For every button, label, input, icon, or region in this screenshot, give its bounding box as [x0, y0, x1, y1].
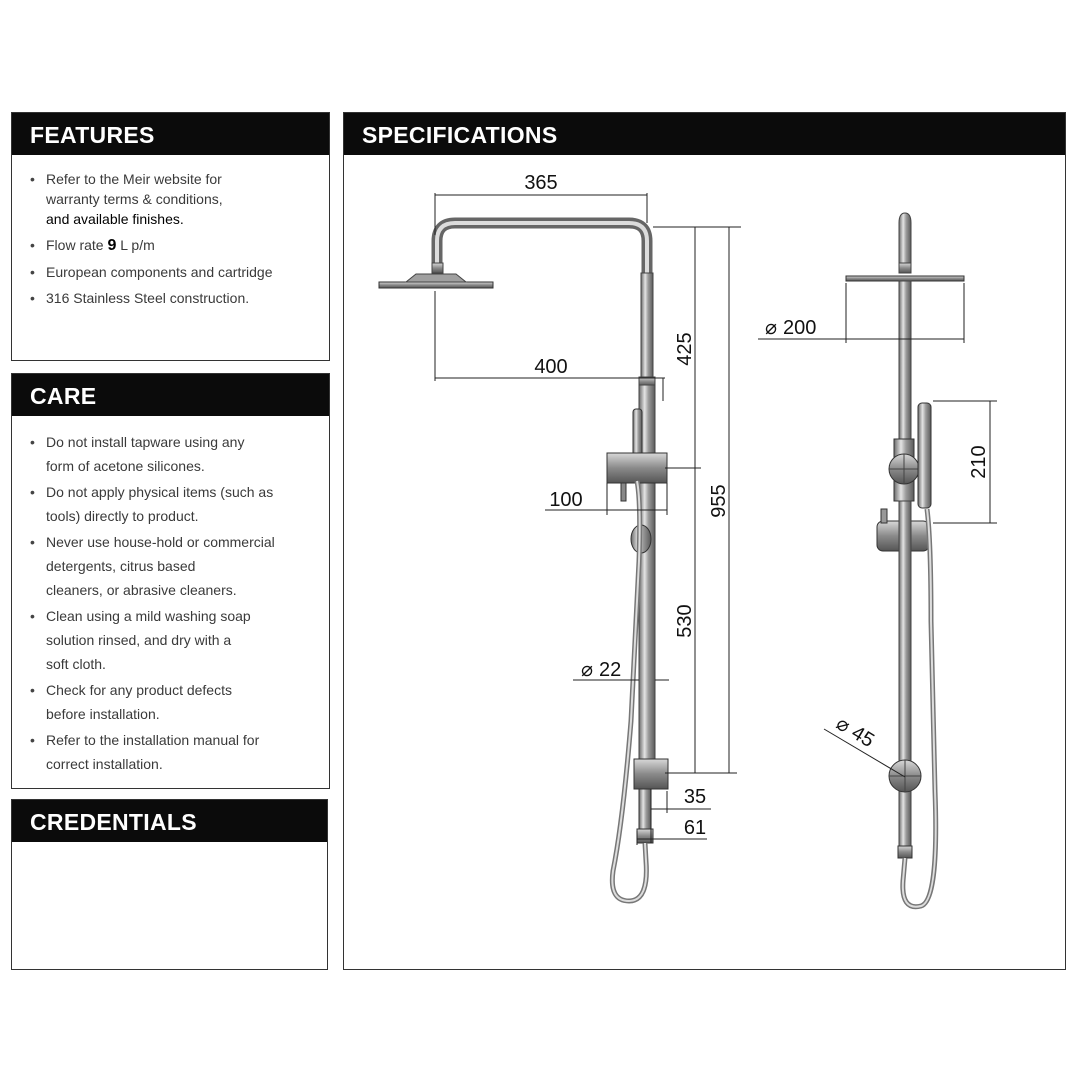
hose-outlet	[639, 789, 651, 831]
flow-rate-label: Flow rate	[46, 237, 104, 253]
dim-rail-diameter: 22	[599, 659, 622, 681]
shower-arm-highlight	[437, 223, 647, 273]
list-item	[26, 480, 319, 528]
dim-bracket-diameter: 45	[847, 721, 878, 753]
dim-bracket-depth: 61	[683, 817, 707, 839]
diverter-handle	[621, 483, 626, 501]
care-item-5-line-2: before installation.	[46, 706, 160, 722]
care-item-1-line-2: form of acetone silicones.	[46, 458, 205, 474]
shower-head-connector	[432, 263, 443, 273]
wall-bracket	[634, 759, 668, 789]
features-item-1-line-3: and available finishes.	[46, 211, 184, 227]
list-item	[26, 530, 319, 602]
care-item-6-line-2: correct installation.	[46, 756, 163, 772]
technical-drawing	[344, 113, 1064, 968]
care-item-6-line-1: Refer to the installation manual for	[46, 732, 260, 748]
features-title: FEATURES	[12, 113, 329, 155]
upper-riser	[641, 273, 653, 385]
list-item	[26, 235, 319, 256]
side-view-shower	[379, 223, 668, 901]
dim-bracket-diameter-symbol: ⌀	[832, 712, 854, 738]
dim-arm-reach: 365	[524, 172, 558, 194]
diverter-body	[607, 453, 667, 483]
front-hose-connector	[898, 846, 912, 858]
shower-head-dome	[406, 274, 466, 282]
list-item	[26, 430, 319, 478]
front-lower-rail	[899, 501, 911, 851]
list-item	[26, 678, 319, 726]
care-item-2-line-2: tools) directly to product.	[46, 508, 199, 524]
list-item	[26, 262, 319, 282]
flow-rate-value: 9	[107, 237, 117, 254]
front-shower-head	[846, 276, 964, 281]
dim-upper-height: 425	[674, 332, 696, 366]
flow-rate-unit: L p/m	[120, 237, 155, 253]
dim-wall-gap: 35	[683, 786, 707, 808]
credentials-panel	[11, 799, 328, 970]
care-item-2-line-1: Do not apply physical items (such as	[46, 484, 274, 500]
front-hand-shower	[918, 403, 931, 508]
dim-head-diameter: 200	[783, 317, 817, 339]
front-arm	[899, 213, 911, 263]
credentials-title: CREDENTIALS	[12, 800, 327, 842]
care-item-3-line-2: detergents, citrus based	[46, 558, 196, 574]
front-upper-riser	[899, 281, 911, 441]
care-item-5-line-1: Check for any product defects	[46, 682, 232, 698]
dim-head-offset: 400	[534, 356, 568, 378]
shower-arm	[437, 223, 647, 273]
front-view-shower	[846, 213, 964, 907]
care-item-4-line-1: Clean using a mild washing soap	[46, 608, 251, 624]
care-item-4-line-2: solution rinsed, and dry with a	[46, 632, 232, 648]
dim-handset-length: 210	[968, 445, 990, 479]
features-item-1-line-2: warranty terms & conditions,	[46, 191, 223, 207]
features-item-4: 316 Stainless Steel construction.	[46, 290, 250, 306]
care-list	[12, 416, 329, 776]
list-item	[26, 169, 319, 229]
care-panel	[11, 373, 330, 789]
features-item-3: European components and cartridge	[46, 264, 273, 280]
care-item-4-line-3: soft cloth.	[46, 656, 106, 672]
specifications-title: SPECIFICATIONS	[344, 113, 1065, 155]
dim-lower-height: 530	[674, 604, 696, 638]
dim-head-diameter-symbol: ⌀	[764, 317, 778, 339]
list-item	[26, 288, 319, 308]
front-head-connector	[899, 263, 911, 273]
features-list	[12, 155, 329, 308]
front-slide-knob	[881, 509, 887, 523]
specifications-panel	[343, 112, 1066, 970]
care-item-3-line-3: cleaners, or abrasive cleaners.	[46, 582, 237, 598]
care-item-1-line-1: Do not install tapware using any	[46, 434, 245, 450]
features-item-1-line-1: Refer to the Meir website for	[46, 171, 222, 187]
dim-rail-diameter-symbol: ⌀	[580, 659, 594, 681]
side-view-dimensions	[435, 172, 741, 845]
dim-diverter-depth: 100	[549, 489, 583, 511]
shower-head-side	[379, 282, 493, 288]
features-panel	[11, 112, 330, 361]
dim-total-height: 955	[708, 484, 730, 518]
list-item	[26, 728, 319, 776]
list-item	[26, 604, 319, 676]
care-title: CARE	[12, 374, 329, 416]
care-item-3-line-1: Never use house-hold or commercial	[46, 534, 275, 550]
